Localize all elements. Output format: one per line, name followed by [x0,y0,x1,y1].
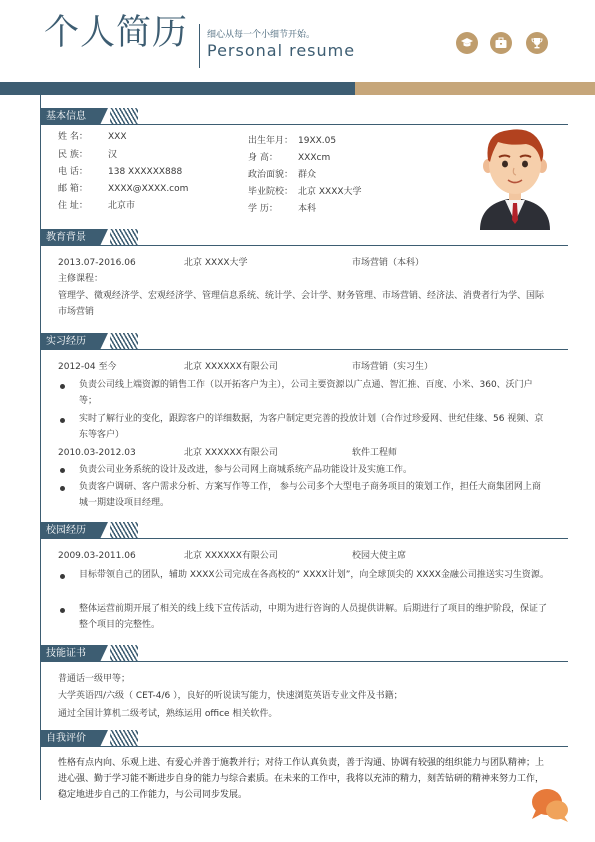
section-rule [100,538,568,539]
section-stripes [110,522,138,539]
header-band-dark [0,82,355,95]
courses-label: 主修课程： [58,274,104,284]
internship-company: 北京 XXXXXX有限公司 [184,362,278,372]
header-band-notch [341,82,355,95]
section-title: 技能证书 [40,645,100,662]
internship-date: 2012-04 至今 [58,362,117,372]
education-date: 2013.07-2016.06 [58,258,136,268]
education-major: 市场营销（本科） [352,258,425,268]
timeline-line [40,95,41,800]
section-rule [100,349,568,350]
bullet-dot [60,574,65,579]
header-band-gold [355,82,595,95]
section-title: 教育背景 [40,229,100,246]
politics-value: 群众 [298,170,317,180]
internship-role: 软件工程师 [352,448,398,458]
section-rule [100,661,568,662]
name-label: 姓 名： [58,132,88,142]
campus-date: 2009.03-2011.06 [58,551,136,561]
email-label: 邮 箱： [58,184,88,194]
courses-list: 管理学、微观经济学、宏观经济学、管理信息系统、统计学、会计学、财务管理、市场营销、经济法、消费者行为学、国际市场营销 [58,291,545,317]
politics-label: 政治面貌： [248,170,294,180]
phone-label: 电 话： [58,167,88,177]
birth-label: 出生年月： [248,136,294,146]
section-rule [100,746,568,747]
ethnicity-value: 汉 [108,150,118,160]
trophy-icon [526,32,548,54]
avatar [478,124,552,230]
section-stripes [110,229,138,246]
section-stripes [110,333,138,350]
section-stripes [110,730,138,747]
internship-role: 市场营销（实习生） [352,362,434,372]
chat-bubble-icon [530,786,570,824]
campus-role: 校园大使主席 [352,551,407,561]
section-title: 实习经历 [40,333,100,350]
page-title: 个人简历 [44,13,189,53]
internship-date: 2010.03-2012.03 [58,448,136,458]
bullet-dot [60,384,65,389]
email-value: XXXX@XXXX.com [108,184,189,194]
skill-item: 普通话一级甲等； [58,674,131,684]
school-label: 毕业院校： [248,187,294,197]
school-value: 北京 XXXX大学 [298,187,362,197]
height-label: 身 高： [248,153,278,163]
phone-value: 138 XXXXXX888 [108,167,183,177]
bullet-dot [60,486,65,491]
degree-value: 本科 [298,204,317,214]
height-value: XXXcm [298,153,331,163]
section-title: 基本信息 [40,108,100,125]
campus-bullet: 整体运营前期开展了相关的线上线下宣传活动，中期为进行咨询的人员提供讲解。后期进行了项目的维护阶段，保证了整个项目的完整性。 [79,604,548,630]
bullet-dot [60,608,65,613]
section-stripes [110,645,138,662]
graduation-cap-icon [456,32,478,54]
briefcase-icon [490,32,512,54]
internship-bullet: 负责公司线上端资源的销售工作（以开拓客户为主），公司主要资源以广点通、智汇推、百度、小米、360、沃门户等； [79,380,533,406]
section-rule [100,245,568,246]
skill-item: 大学英语四/六级（ CET-4/6 ），良好的听说读写能力，快速浏览英语专业文件及书籍； [58,691,403,701]
section-stripes [110,108,138,125]
internship-bullet: 负责公司业务系统的设计及改进，参与公司网上商城系统产品功能设计及实施工作。 [79,465,413,475]
section-title: 校园经历 [40,522,100,539]
name-value: XXX [108,132,127,142]
bullet-dot [60,418,65,423]
subtitle-cn: 细心从每一个小细节开始。 [207,30,316,40]
internship-company: 北京 XXXXXX有限公司 [184,448,278,458]
resume-header [0,0,595,80]
internship-bullet: 负责客户调研、客户需求分析、方案写作等工作， 参与公司多个大型电子商务项目的策划工作，担任大商集团网上商城一期建设项目经理。 [79,482,541,508]
campus-org: 北京 XXXXXX有限公司 [184,551,278,561]
subtitle-en: Personal resume [207,41,356,60]
header-divider [199,24,200,68]
campus-bullet: 目标带领自己的团队，辅助 XXXX公司完成在各高校的“ XXXX计划”，向全球顶尖的 XXXX金融公司推送实习生资源。 [79,570,549,580]
degree-label: 学 历： [248,204,278,214]
evaluation-text: 性格有点内向、乐观上进、有爱心并善于施教并行；对待工作认真负责，善于沟通、协调有较强的组织能力与团队精神；上进心强、勤于学习能不断进步自身的能力与综合素质。在未来的工作中，我将以充沛的精力，刻苦钻研的精神来努力工作，稳定地进步自己的工作能力，与公司同步发展。 [58,758,545,800]
skill-item: 通过全国计算机二级考试，熟练运用 office 相关软件。 [58,709,278,719]
ethnicity-label: 民 族： [58,150,88,160]
birth-value: 19XX.05 [298,136,337,146]
bullet-dot [60,468,65,473]
internship-bullet: 实时了解行业的变化，跟踪客户的详细数据，为客户制定更完善的投放计划（合作过珍爱网、世纪佳缘、56 视频、京东等客户） [79,414,544,440]
address-label: 住 址： [58,201,88,211]
education-school: 北京 XXXX大学 [184,258,248,268]
address-value: 北京市 [108,201,136,211]
section-title: 自我评价 [40,730,100,747]
